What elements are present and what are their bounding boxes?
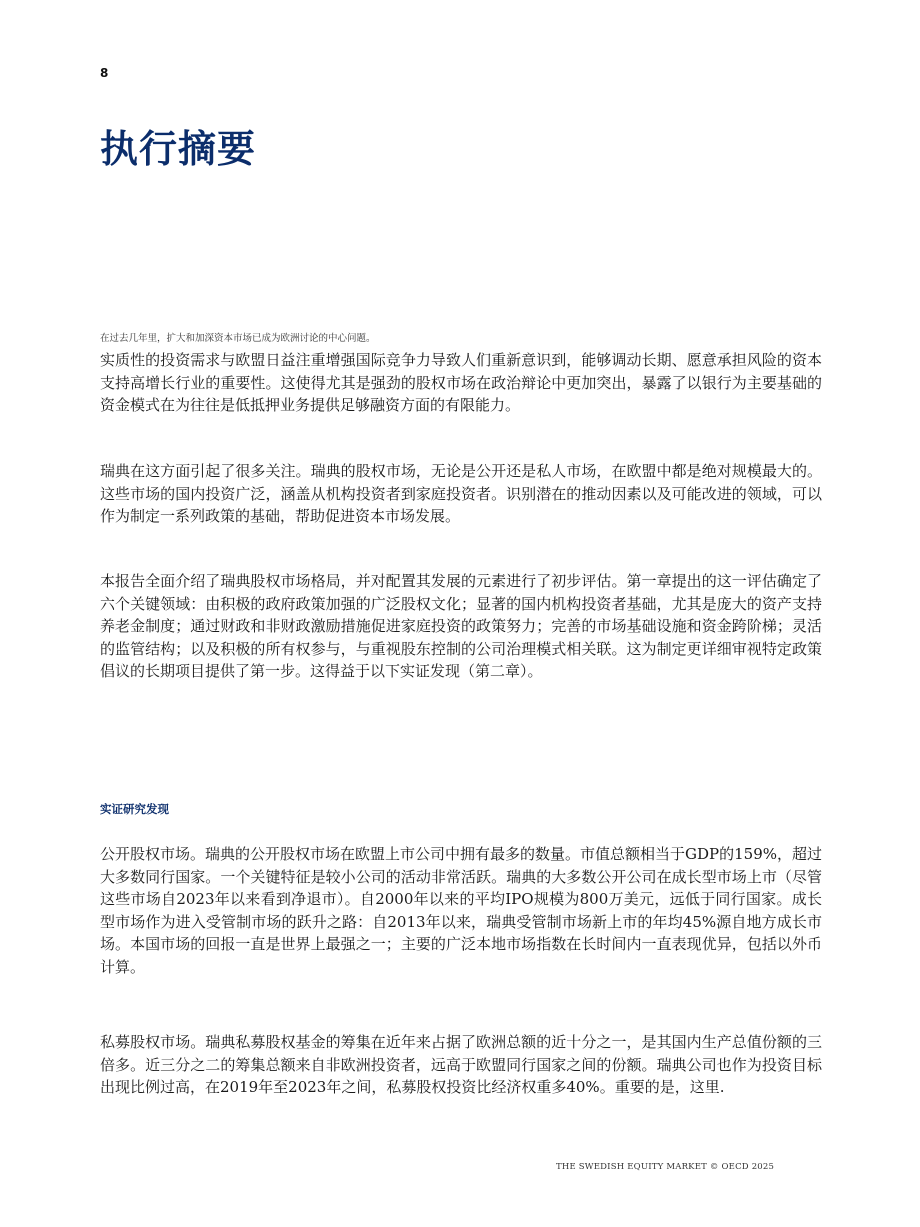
intro-paragraph-2: 瑞典在这方面引起了很多关注。瑞典的股权市场，无论是公开还是私人市场，在欧盟中都是绝对规模最大的。这些市场的国内投资广泛，涵盖从机构投资者到家庭投资者。识别潜在的推动因素以及可能改进的领域，可以作为制定一系列政策的基础，帮助促进资本市场发展。 (100, 462, 822, 525)
intro-paragraph-3: 本报告全面介绍了瑞典股权市场格局，并对配置其发展的元素进行了初步评估。第一章提出的这一评估确定了六个关键领域：由积极的政府政策加强的广泛股权文化；显著的国内机构投资者基础，尤其是庞大的资产支持养老金制度；通过财政和非财政激励措施促进家庭投资的政策努力；完善的市场基础设施和资金跨阶梯；灵活的监管结构；以及积极的所有权参与，与重视股东控制的公司治理模式相关联。这为制定更详细审视特定政策倡议的长期项目提供了第一步。这得益于以下实证发现（第二章）。 (100, 572, 822, 680)
page-title: 执行摘要 (100, 127, 257, 171)
intro-paragraph-1: 实质性的投资需求与欧盟日益注重增强国际竞争力导致人们重新意识到，能够调动长期、愿意承担风险的资本支持高增长行业的重要性。这使得尤其是强劲的股权市场在政治辩论中更加突出，暴露了以银行为主要基础的资金模式在为往往是低抵押业务提供足够融资方面的有限能力。 (100, 351, 822, 414)
page-footer: THE SWEDISH EQUITY MARKET © OECD 2025 (556, 1162, 775, 1172)
section-heading-findings: 实证研究发现 (100, 802, 169, 816)
findings-paragraph-private-equity: 私募股权市场。瑞典私募股权基金的筹集在近年来占据了欧洲总额的近十分之一，是其国内生产总值份额的三倍多。近三分之二的筹集总额来自非欧洲投资者，远高于欧盟同行国家之间的份额。瑞典公司也作为投资目标出现比例过高，在2019年至2023年之间，私募股权投资比经济权重多40%。重要的是，这里. (100, 1033, 822, 1096)
page-number: 8 (100, 66, 109, 80)
findings-paragraph-public-equity: 公开股权市场。瑞典的公开股权市场在欧盟上市公司中拥有最多的数量。市值总额相当于GDP的159%，超过大多数同行国家。一个关键特征是较小公司的活动非常活跃。瑞典的大多数公开公司在成长型市场上市（尽管这些市场自2023年以来看到净退市）。自2000年以来的平均IPO规模为800万美元，远低于同行国家。成长型市场作为进入受管制市场的跃升之路：自2013年以来，瑞典受管制市场新上市的年均45%源自地方成长市场。本国市场的回报一直是世界上最强之一；主要的广泛本地市场指数在长时间内一直表现优异，包括以外币计算。 (100, 845, 822, 976)
intro-note: 在过去几年里，扩大和加深资本市场已成为欧洲讨论的中心问题。 (100, 333, 376, 344)
